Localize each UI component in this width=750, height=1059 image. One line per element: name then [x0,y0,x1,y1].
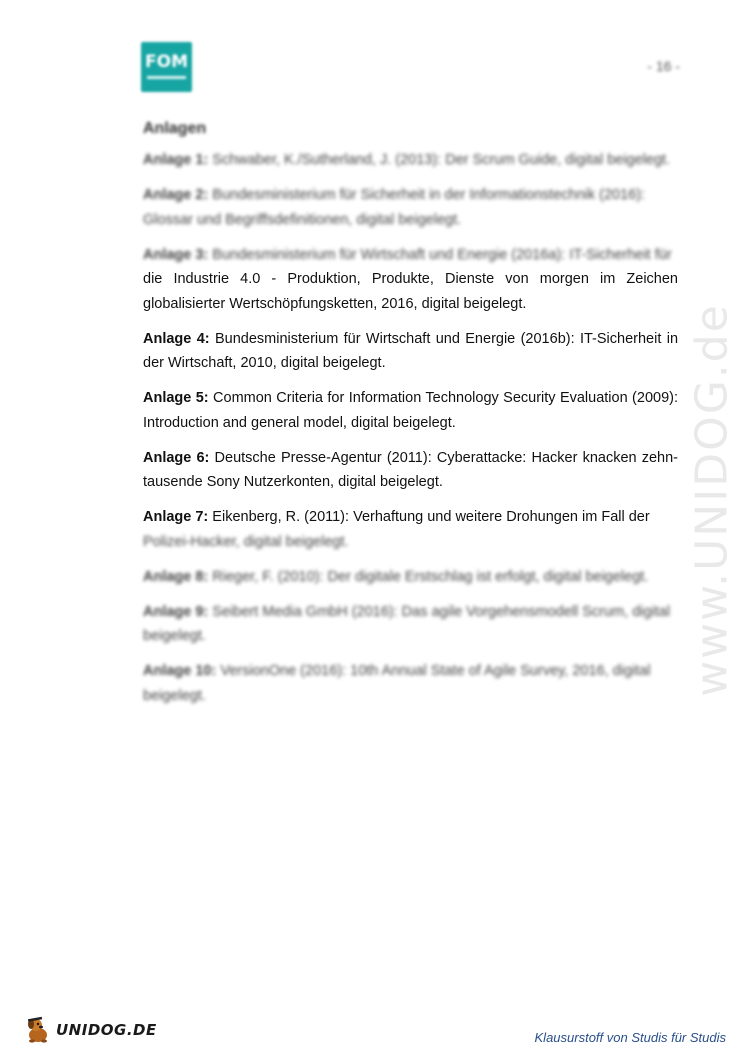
attachment-3 [143,243,678,317]
attachment-text: Seibert Media GmbH (2016): Das agile Vorgehensmodell Scrum, digital [212,603,671,620]
section-title: Anlagen [143,120,207,137]
footer-tagline: Klausurstoff von Studis für Studis [534,1030,726,1045]
attachment-label: Anlage 1: [143,152,209,168]
attachment-4 [143,327,678,376]
attachment-label: Anlage 6: [143,449,210,466]
attachment-text: VersionOne (2016): 10th Annual State of Agile Survey, 2016, digital [220,663,651,679]
watermark: www.UNIDOG.de [686,303,738,697]
fom-logo [141,42,192,92]
attachment-2 [143,183,678,232]
attachment-text: Bundesministerium für Wirtschaft und Energie (2016a): IT-Sicherheit für [212,246,672,263]
attachment-label: Anlage 5: [143,390,209,406]
page-number: - 16 - [647,58,680,74]
attachment-text: Schwaber, K./Sutherland, J. (2013): Der Scrum Guide, digital beigelegt. [212,152,671,168]
attachment-1 [143,148,678,173]
attachment-text: Eikenberg, R. (2011): Verhaftung und weitere Drohungen im Fall der [212,509,650,525]
attachment-text: Deutsche Presse-Agentur (2011): Cyberattacke: Hacker knacken zehn-tausende Sony Nutzerkonten, digital beigelegt. [143,449,678,490]
attachment-6 [143,446,678,495]
attachment-5 [143,386,678,435]
logo-subline [147,76,186,79]
attachment-label: Anlage 8: [143,568,209,585]
dog-icon [24,1015,54,1045]
attachment-8 [143,565,678,590]
attachment-text-blurred: Polizei-Hacker, digital beigelegt. [143,533,349,550]
attachment-text: Common Criteria for Information Technology Security Evaluation (2009): Introduction and general model, digital beigelegt. [143,390,678,431]
attachment-label: Anlage 9: [143,603,209,620]
attachment-label: Anlage 2: [143,187,209,203]
attachment-text: Bundesministerium für Wirtschaft und Energie (2016b): IT-Sicherheit in der Wirtschaft, 2010, digital beigelegt. [143,330,679,371]
attachment-list [143,148,678,719]
attachment-text: Glossar und Begriffsdefinitionen, digital beigelegt. [143,211,462,228]
footer-logo-text: UNIDOG.DE [56,1021,157,1039]
attachment-text: beigelegt. [143,628,206,644]
attachment-text: Bundesministerium für Sicherheit in der Informationstechnik (2016): [212,187,646,203]
attachment-7 [143,505,678,554]
attachment-label: Anlage 4: [143,330,210,347]
attachment-text: beigelegt. [143,687,206,704]
unidog-logo [24,1015,157,1045]
attachment-text: die Industrie 4.0 - Produktion, Produkte, Dienste von morgen im Zeichen globalisierter Wertschöpfungsketten, 2016, digital beigelegt. [143,271,678,312]
attachment-label: Anlage 3: [143,246,209,263]
logo-text: FOM [145,52,188,72]
attachment-10 [143,659,678,708]
attachment-label: Anlage 7: [143,509,209,525]
attachment-9 [143,600,678,649]
attachment-text: Rieger, F. (2010): Der digitale Erstschlag ist erfolgt, digital beigelegt. [212,568,649,585]
attachment-label: Anlage 10: [143,663,217,679]
